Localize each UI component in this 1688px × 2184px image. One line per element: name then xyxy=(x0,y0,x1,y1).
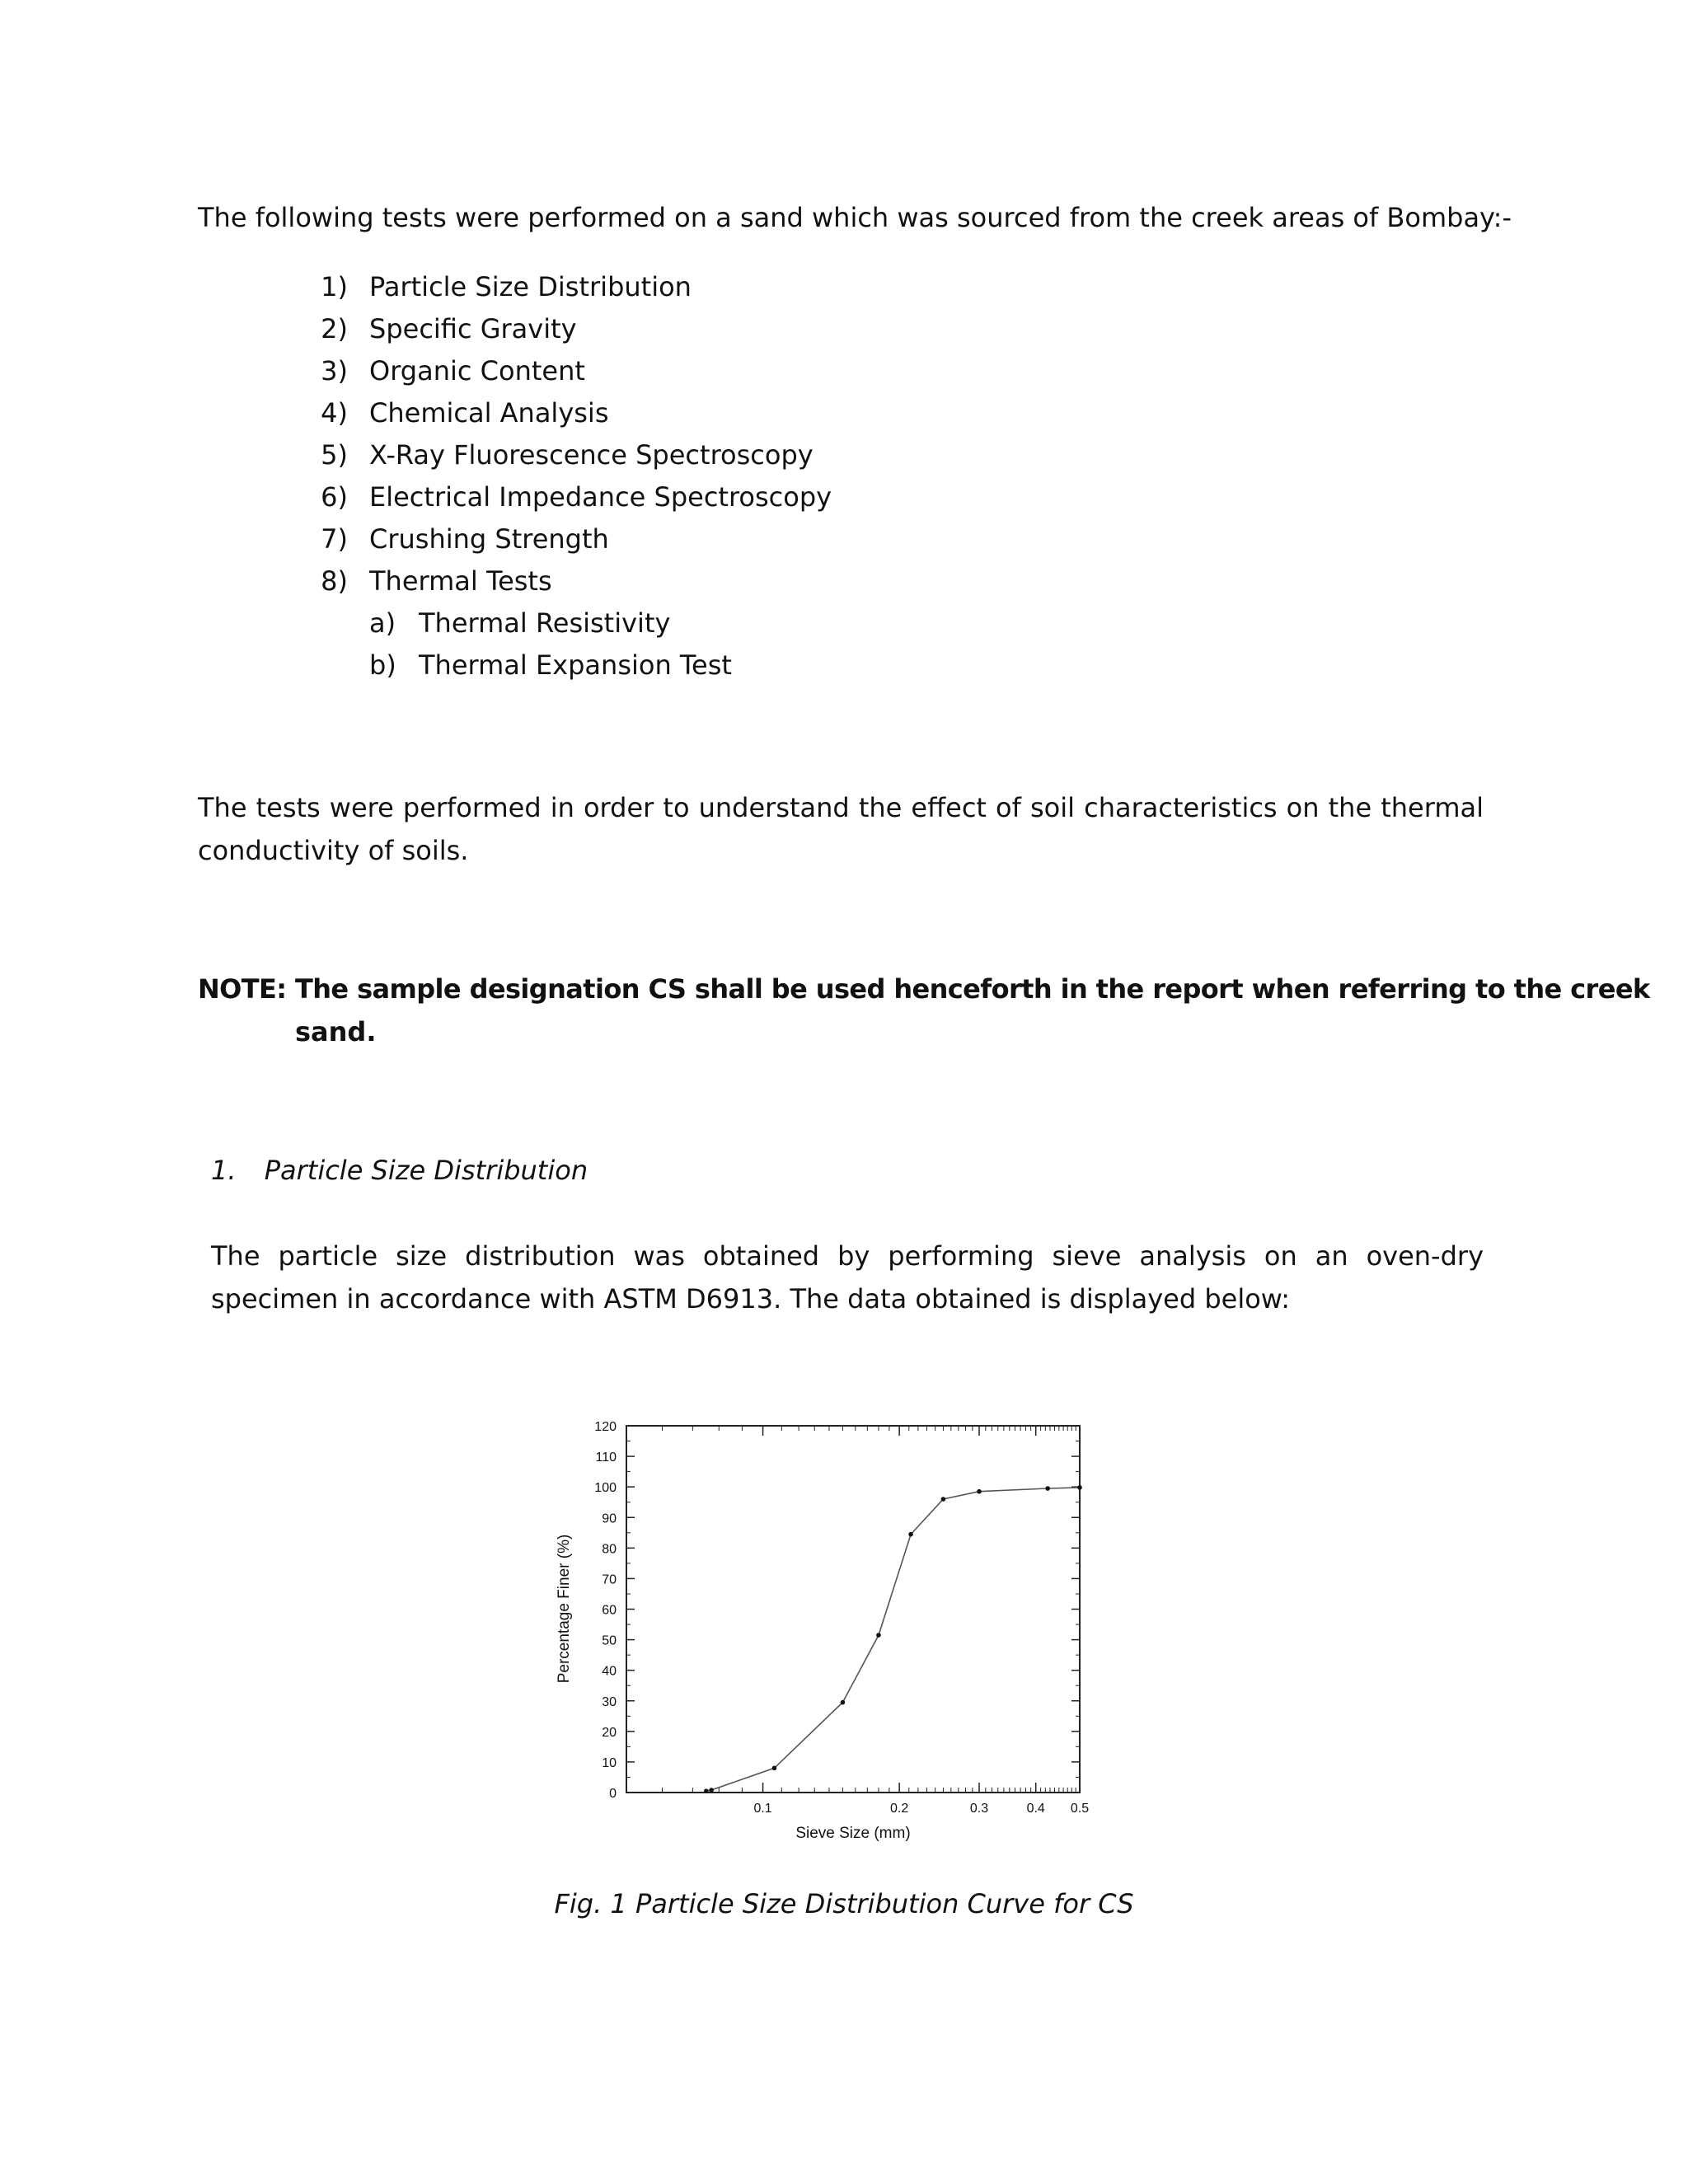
y-axis-label: Percentage Finer (%) xyxy=(556,1534,573,1684)
y-tick-label: 110 xyxy=(595,1451,617,1465)
list-number: 5) xyxy=(321,439,348,471)
list-label: Specific Gravity xyxy=(369,313,577,344)
purpose-paragraph: The tests were performed in order to understand the effect of soil characteristics on the thermal conductivity of soils. xyxy=(198,792,1484,866)
x-tick-label: 0.3 xyxy=(969,1802,989,1816)
y-tick-label: 20 xyxy=(602,1725,617,1740)
data-point xyxy=(876,1633,881,1638)
y-tick-label: 70 xyxy=(602,1572,617,1587)
note-line-1: NOTE: The sample designation CS shall be used henceforth in the report when referring to the creek xyxy=(198,973,1650,1005)
x-tick-label: 0.4 xyxy=(1026,1802,1045,1816)
plot-frame xyxy=(626,1426,1080,1793)
sublist-letter: b) xyxy=(369,649,396,681)
note-line-2: sand. xyxy=(295,1016,377,1047)
particle-size-chart xyxy=(544,1418,1104,1846)
list-number: 4) xyxy=(321,397,348,429)
list-number: 1) xyxy=(321,271,348,302)
section-heading xyxy=(211,1149,588,1192)
data-point xyxy=(704,1788,709,1793)
data-point xyxy=(1077,1485,1082,1490)
y-axis xyxy=(594,1420,1080,1801)
x-tick-label: 0.1 xyxy=(753,1802,772,1816)
list-number: 2) xyxy=(321,313,348,344)
list-number: 7) xyxy=(321,523,348,555)
y-tick-label: 40 xyxy=(602,1664,617,1679)
list-label: Chemical Analysis xyxy=(369,397,609,429)
x-axis xyxy=(626,1426,1089,1816)
x-tick-label: 0.5 xyxy=(1070,1802,1090,1816)
figure-caption: Fig. 1 Particle Size Distribution Curve for CS xyxy=(554,1888,1134,1919)
list-label: Thermal Tests xyxy=(369,565,552,597)
section-title: Particle Size Distribution xyxy=(264,1155,588,1186)
list-label: Electrical Impedance Spectroscopy xyxy=(369,481,832,513)
y-tick-label: 10 xyxy=(602,1755,617,1770)
data-point xyxy=(941,1497,946,1502)
section-number: 1. xyxy=(211,1155,237,1186)
x-axis-label: Sieve Size (mm) xyxy=(795,1825,911,1842)
data-point xyxy=(841,1700,846,1705)
data-point xyxy=(772,1766,777,1771)
data-point xyxy=(908,1532,913,1537)
sublist-letter: a) xyxy=(369,607,396,639)
data-points xyxy=(704,1485,1082,1793)
series-line xyxy=(706,1488,1080,1791)
data-point xyxy=(709,1788,714,1793)
sublist-label: Thermal Resistivity xyxy=(419,607,671,639)
list-label: X-Ray Fluorescence Spectroscopy xyxy=(369,439,814,471)
y-tick-label: 120 xyxy=(594,1420,617,1434)
y-tick-label: 80 xyxy=(602,1542,617,1557)
intro-paragraph: The following tests were performed on a sand which was sourced from the creek areas of Bombay:- xyxy=(198,202,1512,233)
list-number: 6) xyxy=(321,481,348,513)
list-label: Organic Content xyxy=(369,355,585,387)
list-number: 8) xyxy=(321,565,348,597)
y-tick-label: 30 xyxy=(602,1694,617,1709)
y-tick-label: 60 xyxy=(602,1603,617,1618)
y-tick-label: 100 xyxy=(594,1481,617,1496)
sublist-label: Thermal Expansion Test xyxy=(419,649,732,681)
y-tick-label: 90 xyxy=(602,1511,617,1526)
y-tick-label: 50 xyxy=(602,1633,617,1648)
list-label: Particle Size Distribution xyxy=(369,271,692,302)
data-point xyxy=(977,1489,982,1494)
data-point xyxy=(1045,1486,1050,1491)
x-tick-label: 0.2 xyxy=(890,1802,909,1816)
list-number: 3) xyxy=(321,355,348,387)
list-label: Crushing Strength xyxy=(369,523,609,555)
y-tick-label: 0 xyxy=(609,1787,617,1801)
psd-paragraph: The particle size distribution was obtained by performing sieve analysis on an oven-dry specimen in accordance with ASTM D6913. The data obtained is displayed below: xyxy=(211,1240,1484,1315)
